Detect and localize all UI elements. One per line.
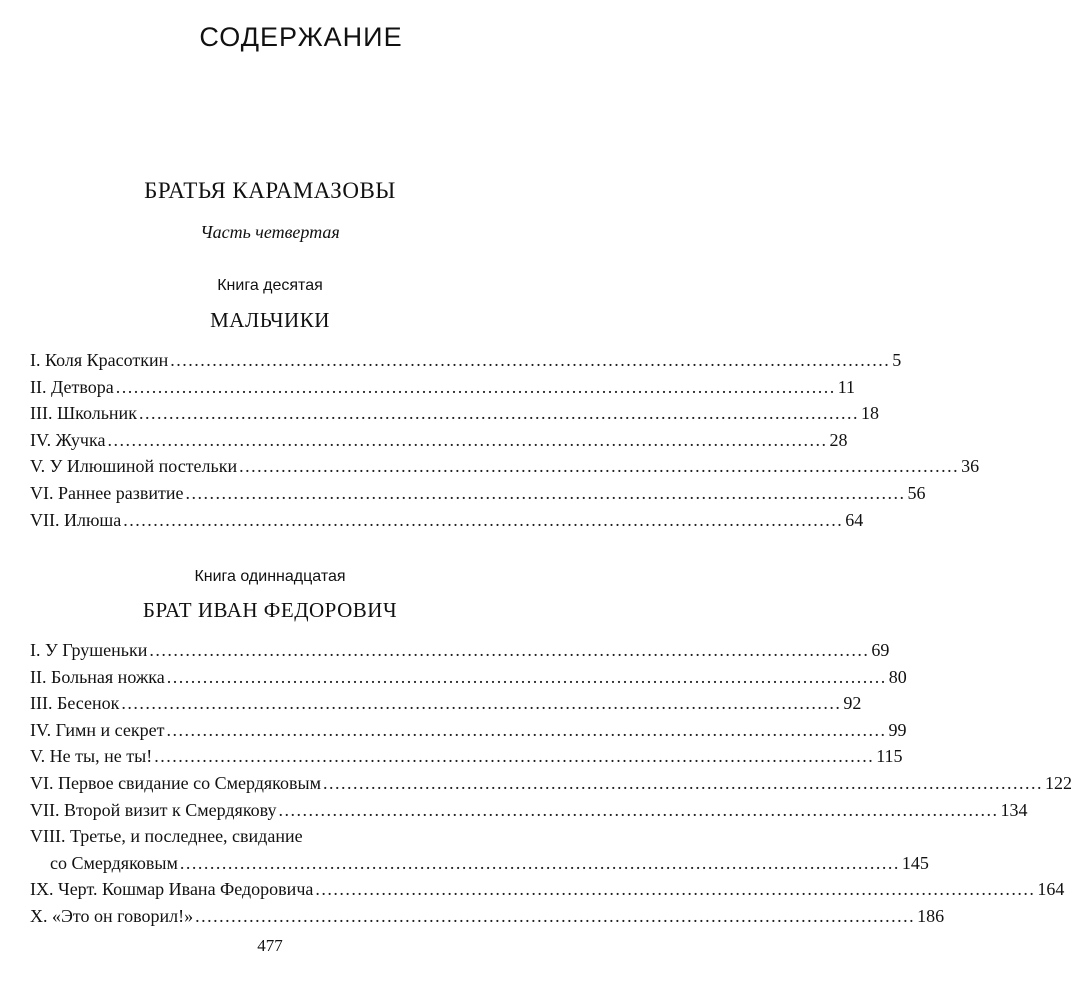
toc-entry-page: 145 — [901, 852, 929, 873]
toc-entry[interactable] — [30, 374, 856, 401]
dot-leader: ........................................................................................................................ — [149, 640, 870, 660]
page-title: СОДЕРЖАНИЕ — [199, 22, 403, 52]
toc-entry[interactable] — [30, 717, 907, 744]
dot-leader: ........................................................................................................................ — [239, 456, 960, 477]
toc-entry[interactable] — [30, 743, 903, 770]
book-label: Книга десятая — [217, 277, 323, 294]
dot-leader: ........................................................................................................................ — [170, 350, 891, 370]
toc-entry-page: 69 — [871, 640, 890, 660]
book-name: МАЛЬЧИКИ — [210, 308, 330, 332]
toc-entry-title: VII. Илюша — [30, 509, 122, 530]
dot-leader: ........................................................................................................................ — [166, 666, 887, 687]
toc-entry-page: 18 — [860, 403, 879, 424]
toc-entry-page: 5 — [892, 350, 902, 370]
toc-entry-title: III. Школьник — [30, 403, 137, 424]
toc-entry[interactable] — [30, 480, 926, 507]
book-name: БРАТ ИВАН ФЕДОРОВИЧ — [142, 598, 398, 622]
toc-entry-title: X. «Это он говорил!» — [30, 905, 194, 926]
dot-leader: ........................................................................................................................ — [185, 482, 906, 503]
toc-entry-title: II. Детвора — [30, 376, 114, 397]
dot-leader: ........................................................................................................................ — [154, 746, 875, 767]
toc-entry[interactable] — [30, 823, 518, 850]
toc-entry[interactable] — [30, 876, 1065, 903]
toc-entry[interactable] — [30, 797, 1028, 824]
toc-entry[interactable] — [30, 637, 890, 664]
dot-leader: ........................................................................................................................ — [195, 905, 916, 926]
toc-entry[interactable] — [30, 664, 907, 691]
toc-entry-page: 134 — [1000, 799, 1028, 820]
toc-entry[interactable] — [30, 770, 1072, 797]
toc-entry-page: 64 — [845, 509, 864, 530]
toc-entry[interactable] — [30, 690, 862, 717]
toc-entry-title: со Смердяковым — [50, 852, 178, 873]
dot-leader: ........................................................................................................................ — [315, 879, 1036, 900]
toc-entry[interactable] — [30, 427, 848, 454]
toc-entry-continuation[interactable] — [30, 850, 929, 877]
toc-entry-page: 164 — [1037, 879, 1065, 900]
dot-leader: ........................................................................................................................ — [138, 403, 859, 424]
toc-entry[interactable] — [30, 400, 879, 427]
toc-entry-page: 115 — [876, 746, 903, 767]
part-title: Часть четвертая — [200, 222, 340, 242]
toc-entry-title: I. У Грушеньки — [30, 640, 148, 660]
toc-entry-page: 122 — [1044, 772, 1072, 793]
page-number: 477 — [257, 936, 283, 955]
dot-leader: ........................................................................................................................ — [107, 429, 828, 450]
toc-entry[interactable] — [30, 347, 902, 374]
toc-entry-page: 99 — [888, 719, 907, 740]
toc-entry-title: V. У Илюшиной постельки — [30, 456, 238, 477]
toc-entry[interactable] — [30, 453, 980, 480]
toc-entry-title: IV. Жучка — [30, 429, 106, 450]
dot-leader: ........................................................................................................................ — [121, 693, 842, 714]
toc-entry-title: II. Больная ножка — [30, 666, 165, 687]
book-label: Книга одиннадцатая — [194, 568, 346, 585]
work-title: БРАТЬЯ КАРАМАЗОВЫ — [144, 178, 396, 203]
dot-leader: ........................................................................................................................ — [123, 509, 844, 530]
toc-entry-title: VI. Раннее развитие — [30, 482, 184, 503]
toc-entry-title: IV. Гимн и секрет — [30, 719, 165, 740]
toc-entry-title: VI. Первое свидание со Смердяковым — [30, 772, 321, 793]
toc-entry-title: VII. Второй визит к Смердякову — [30, 799, 277, 820]
toc-entry-title: V. Не ты, не ты! — [30, 746, 153, 767]
dot-leader: ........................................................................................................................ — [322, 772, 1043, 793]
toc-entry-page: 92 — [843, 693, 862, 714]
toc-list-book10 — [30, 347, 980, 533]
dot-leader: ........................................................................................................................ — [179, 852, 900, 873]
toc-entry-page: 56 — [907, 482, 926, 503]
toc-list-book11 — [30, 637, 1072, 930]
toc-entry-title: IX. Черт. Кошмар Ивана Федоровича — [30, 879, 314, 900]
toc-entry-title: III. Бесенок — [30, 693, 120, 714]
toc-entry-page: 80 — [888, 666, 907, 687]
toc-entry-page: 36 — [961, 456, 980, 477]
toc-entry-title: VIII. Третье, и последнее, свидание — [30, 826, 303, 847]
dot-leader: ........................................................................................................................ — [278, 799, 999, 820]
toc-entry-title: I. Коля Красоткин — [30, 350, 169, 370]
toc-entry-page: 186 — [917, 905, 945, 926]
toc-entry[interactable] — [30, 507, 864, 534]
toc-entry-page: 28 — [829, 429, 848, 450]
dot-leader: ........................................................................................................................ — [115, 376, 836, 397]
toc-entry[interactable] — [30, 903, 945, 930]
toc-entry-page: 11 — [837, 376, 856, 397]
dot-leader: ........................................................................................................................ — [166, 719, 887, 740]
